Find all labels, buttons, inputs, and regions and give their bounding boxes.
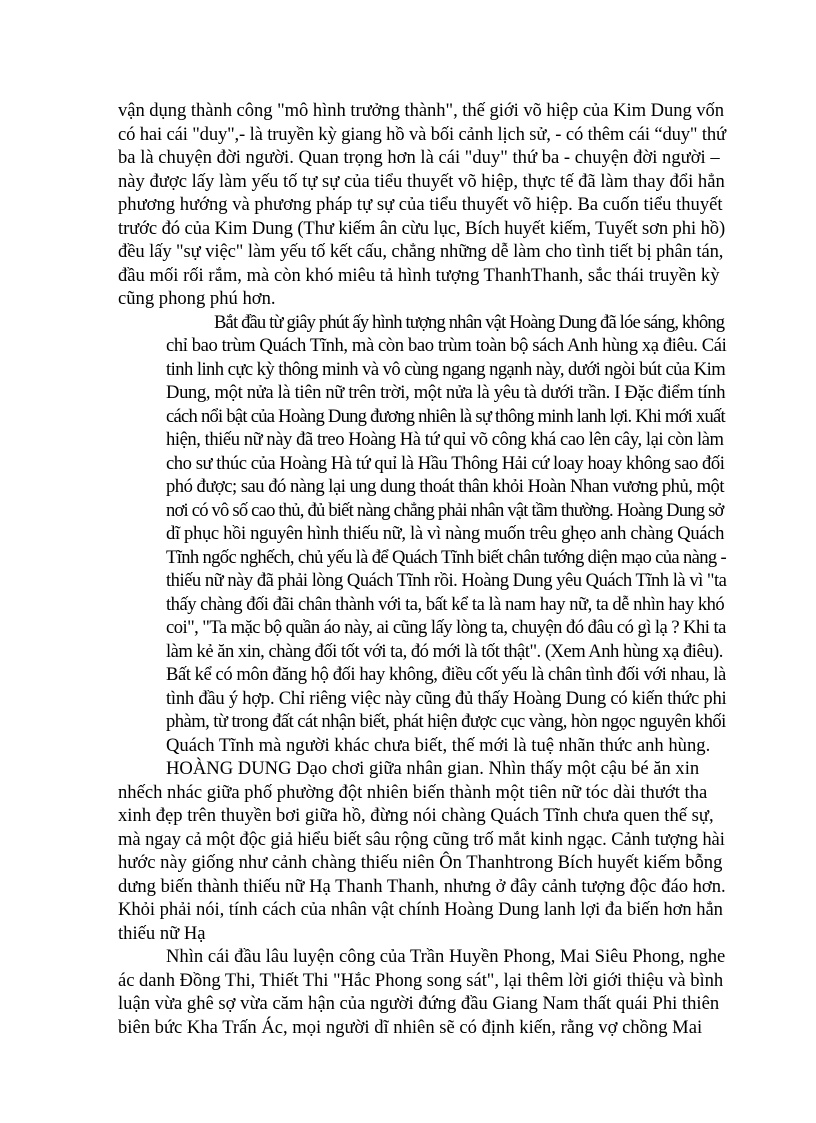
text-line: Dung, một nửa là tiên nữ trên trời, một nửa là yêu tà dưới trần. I Đặc điểm tính	[166, 382, 726, 403]
text-line: biên bức Kha Trấn Ác, mọi người dĩ nhiên sẽ có định kiến, rằng vợ chồng Mai	[118, 1016, 703, 1038]
paragraph-2	[118, 311, 726, 758]
text-line: luận vừa ghê sợ vừa căm hận của người đứng đầu Giang Nam thất quái Phi thiên	[118, 993, 720, 1014]
text-line: xinh đẹp trên thuyền bơi giữa hồ, đừng nói chàng Quách Tĩnh chưa quen thế sự,	[118, 805, 714, 826]
paragraph-3	[118, 757, 726, 945]
text-line: phàm, từ trong đất cát nhận biết, phát hiện được cục vàng, hòn ngọc nguyên khối	[166, 711, 726, 732]
text-line: hước này giống như cảnh chàng thiếu niên Ôn Thanhtrong Bích huyết kiếm bỗng	[118, 852, 723, 873]
text-line: Quách Tĩnh mà người khác chưa biết, thế mới là tuệ nhãn thức anh hùng.	[166, 734, 711, 756]
text-line: nơi có vô số cao thủ, đủ biết nàng chẳng phải nhân vật tầm thường. Hoàng Dung sở	[166, 499, 724, 521]
text-line: đầu mối rối rắm, mà còn khó miêu tả hình tượng ThanhThanh, sắc thái truyền kỳ	[118, 264, 720, 286]
text-line: ác danh Đồng Thi, Thiết Thi "Hắc Phong song sát", lại thêm lời giới thiệu và bình	[118, 969, 724, 991]
text-line: HOÀNG DUNG Dạo chơi giữa nhân gian. Nhìn thấy một cậu bé ăn xin	[166, 758, 700, 779]
text-line: dĩ phục hồi nguyên hình thiếu nữ, là vì nàng muốn trêu ghẹo anh chàng Quách	[166, 523, 725, 544]
text-line: thấy chàng đối đãi chân thành với ta, bất kể ta là nam hay nữ, ta dễ nhìn hay khó	[166, 593, 725, 615]
text-line: tình đầu ý hợp. Chỉ riêng việc này cũng đủ thấy Hoàng Dung có kiến thức phi	[166, 687, 727, 709]
paragraph-1	[118, 99, 726, 311]
paragraph-4	[118, 945, 726, 1039]
text-line: coi", "Ta mặc bộ quần áo này, ai cũng lấy lòng ta, chuyện đó đâu có gì lạ ? Khi ta	[166, 617, 726, 638]
text-line: ba là chuyện đời người. Quan trọng hơn là cái "duy" thứ ba - chuyện đời người –	[118, 147, 720, 168]
text-line: tinh linh cực kỳ thông minh và vô cùng ngang ngạnh này, dưới ngòi bút của Kim	[166, 358, 726, 380]
text-line: thiếu nữ Hạ	[118, 922, 206, 944]
text-line: dưng biến thành thiếu nữ Hạ Thanh Thanh, nhưng ở đây cảnh tượng độc đáo hơn.	[118, 875, 726, 897]
document-page	[118, 99, 726, 1039]
text-line: cũng phong phú hơn.	[118, 288, 276, 309]
text-line: Khỏi phải nói, tính cách của nhân vật chính Hoàng Dung lanh lợi đa biến hơn hẳn	[118, 899, 723, 920]
text-line: Tĩnh ngốc nghếch, chủ yếu là để Quách Tĩnh biết chân tướng diện mạo của nàng -	[166, 546, 727, 568]
text-line: đều lấy "sự việc" làm yếu tố kết cấu, chẳng những dễ làm cho tình tiết bị phân tán,	[118, 241, 724, 262]
text-line: có hai cái "duy",- là truyền kỳ giang hồ và bối cảnh lịch sử, - có thêm cái “duy" thứ	[118, 123, 726, 145]
text-line: hiện, thiếu nữ này đã treo Hoàng Hà tứ quỉ võ công khá cao lên cây, lại còn làm	[166, 429, 724, 450]
text-line: Nhìn cái đầu lâu luyện công của Trần Huyền Phong, Mai Siêu Phong, nghe	[166, 946, 726, 967]
text-line: này được lấy làm yếu tố tự sự của tiểu thuyết võ hiệp, thực tế đã làm thay đổi hẳn	[118, 170, 725, 192]
text-line: cho sư thúc của Hoàng Hà tứ quỉ là Hầu Thông Hải cứ loay hoay không sao đối	[166, 452, 725, 474]
text-line: cách nổi bật của Hoàng Dung đương nhiên là sự thông minh lanh lợi. Khi mới xuất	[166, 405, 725, 427]
text-line: Bất kể có môn đăng hộ đối hay không, điều cốt yếu là chân tình đối với nhau, là	[166, 664, 726, 685]
text-line: mà ngay cả một độc giả hiểu biết sâu rộng cũng trố mắt kinh ngạc. Cảnh tượng hài	[118, 828, 725, 850]
text-line: vận dụng thành công "mô hình trưởng thành", thế giới võ hiệp của Kim Dung vốn	[118, 100, 725, 121]
text-line: phó được; sau đó nàng lại ung dung thoát thân khỏi Hoàn Nhan vương phủ, một	[166, 476, 724, 497]
text-line: chỉ bao trùm Quách Tĩnh, mà còn bao trùm toàn bộ sách Anh hùng xạ điêu. Cái	[166, 335, 727, 356]
text-line: phương hướng và phương pháp tự sự của tiểu thuyết võ hiệp. Ba cuốn tiểu thuyết	[118, 194, 723, 215]
text-line: thiếu nữ này đã phải lòng Quách Tĩnh rồi. Hoàng Dung yêu Quách Tĩnh là vì "ta	[166, 570, 727, 591]
text-line: nhếch nhác giữa phố phường đột nhiên biến thành một tiên nữ tóc dài thướt tha	[118, 781, 708, 803]
text-line: làm kẻ ăn xin, chàng đối tốt với ta, đó mới là tốt thật". (Xem Anh hùng xạ điêu).	[166, 640, 723, 662]
text-line: trước đó của Kim Dung (Thư kiếm ân cừu lục, Bích huyết kiếm, Tuyết sơn phi hồ)	[118, 217, 726, 239]
text-line: Bắt đầu từ giây phút ấy hình tượng nhân vật Hoàng Dung đã lóe sáng, không	[214, 311, 725, 333]
